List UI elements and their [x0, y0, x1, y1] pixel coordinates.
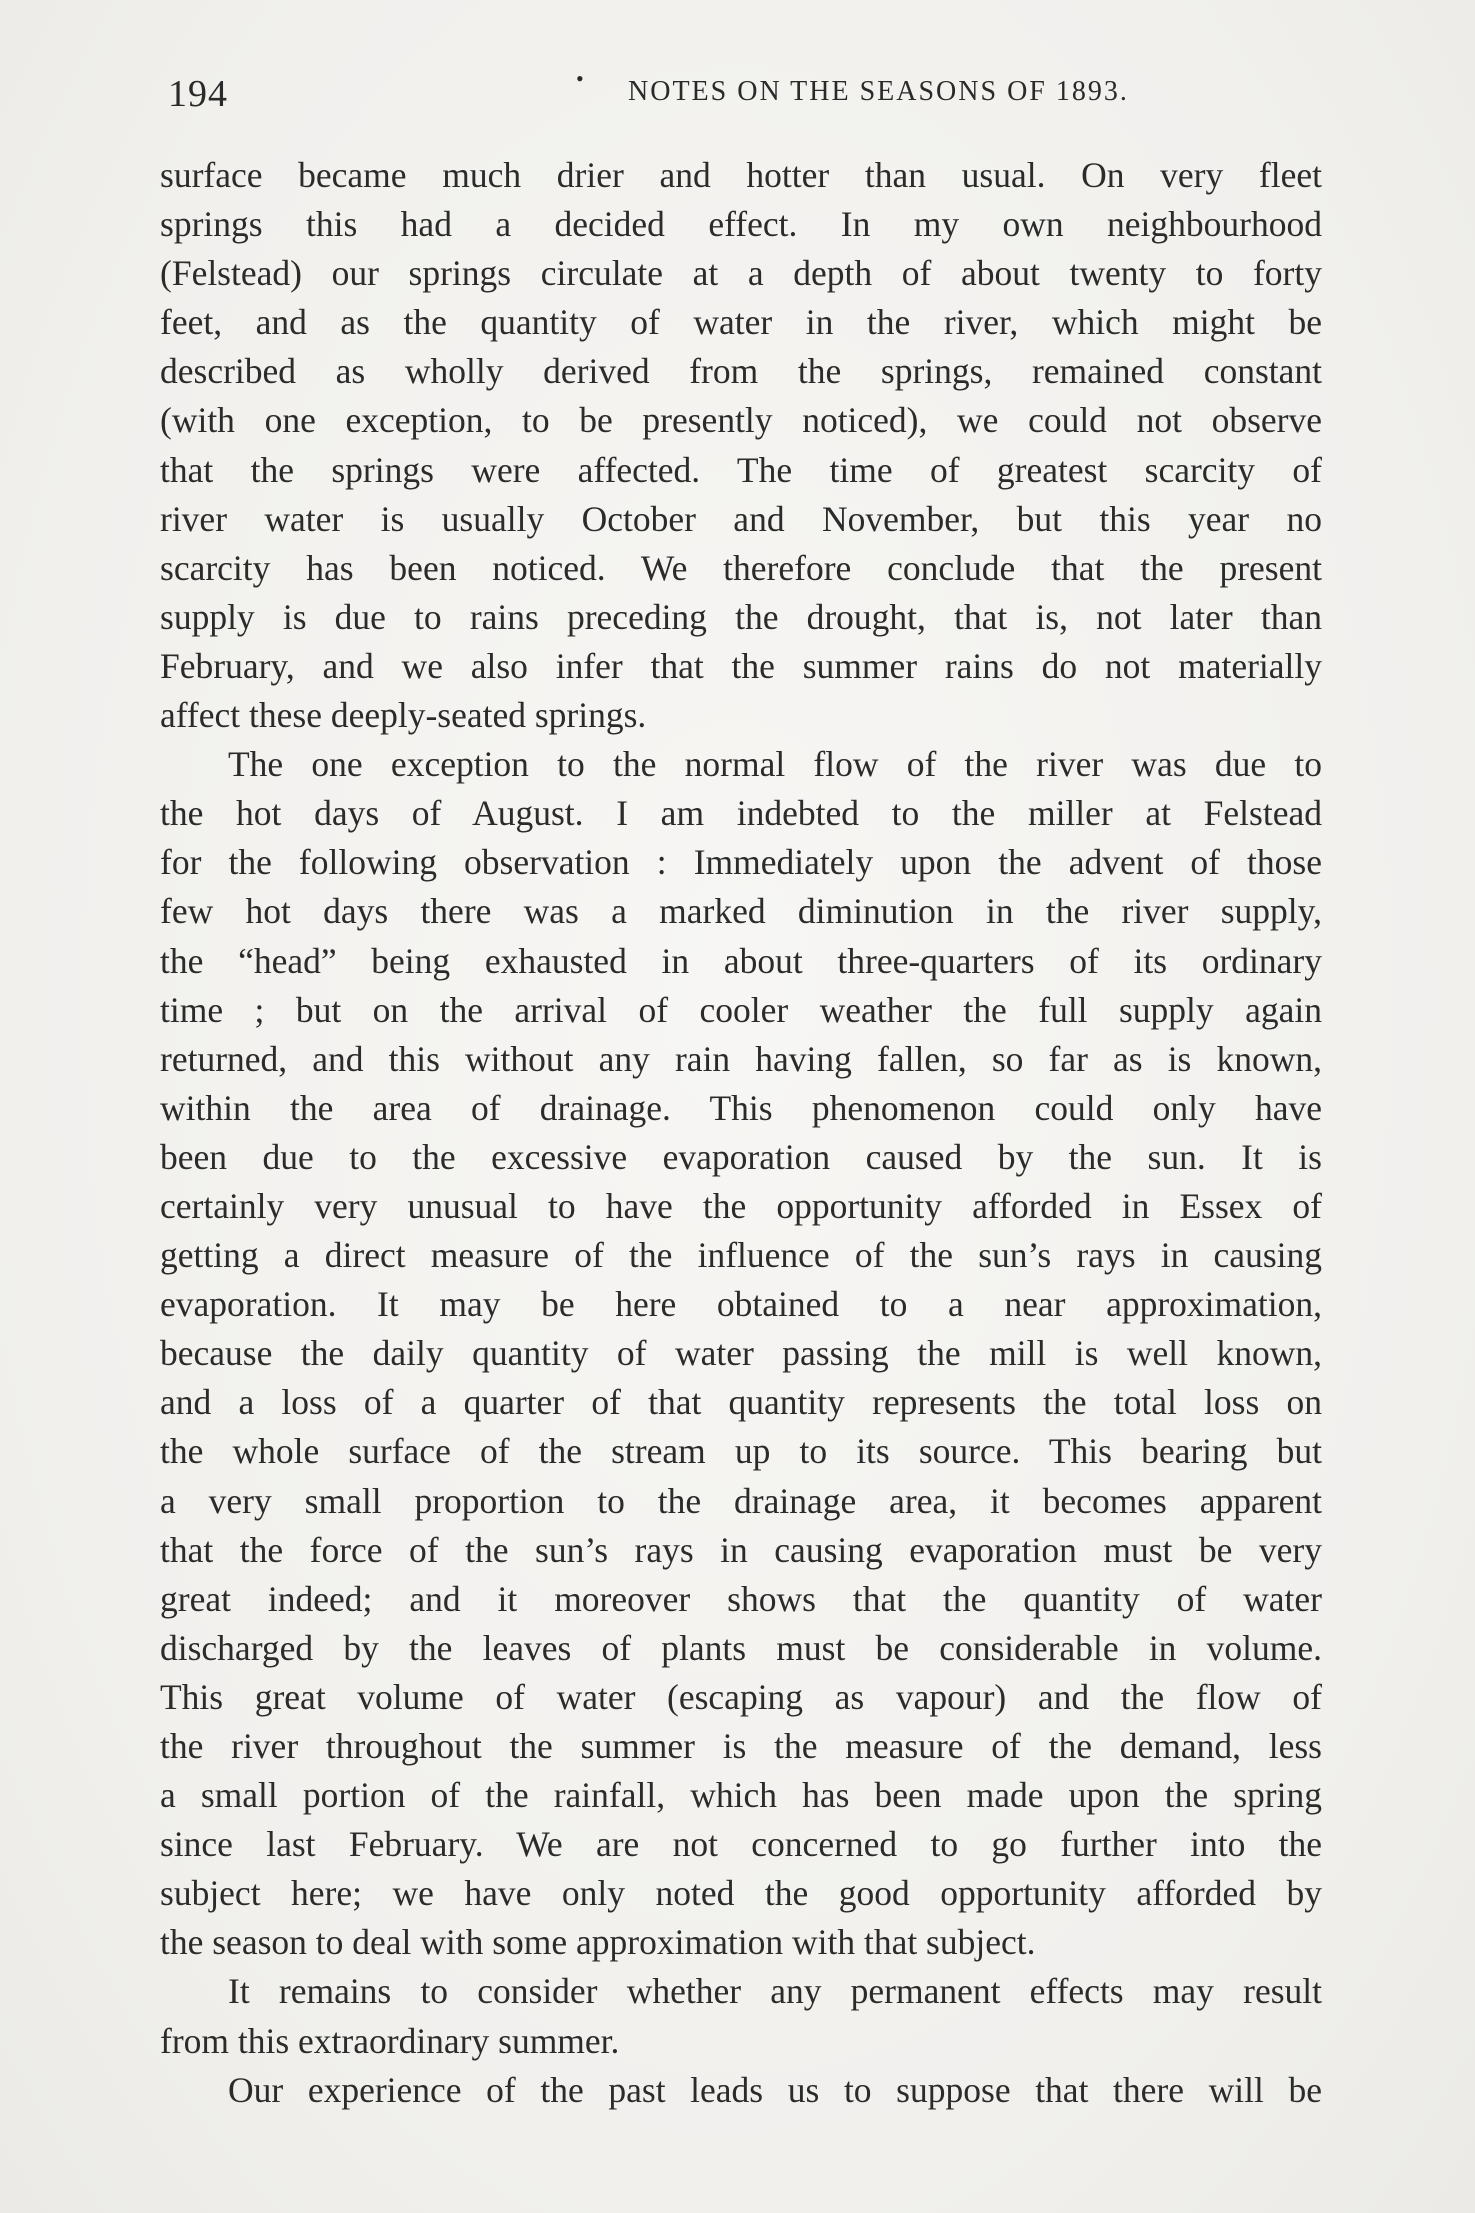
text-line: river water is usually October and November, but this year no: [160, 498, 1322, 539]
text-line: few hot days there was a marked diminution in the river supply,: [160, 891, 1322, 932]
text-line: supply is due to rains preceding the drought, that is, not later than: [160, 596, 1322, 637]
text-line: the whole surface of the stream up to its source. This bearing but: [160, 1431, 1322, 1472]
page-number: 194: [168, 73, 228, 115]
text-line: certainly very unusual to have the opportunity afforded in Essex of: [160, 1185, 1322, 1226]
running-title: NOTES ON THE SEASONS OF 1893.: [628, 76, 1129, 107]
paragraph-start-line: Our experience of the past leads us to suppose that there will be: [228, 2069, 1322, 2110]
text-line: great indeed; and it moreover shows that the quantity of water: [160, 1578, 1322, 1619]
body-text: [160, 151, 1322, 2115]
text-line: discharged by the leaves of plants must be considerable in volume.: [160, 1627, 1322, 1668]
text-line: feet, and as the quantity of water in the river, which might be: [160, 302, 1322, 343]
text-line: This great volume of water (escaping as vapour) and the flow of: [160, 1676, 1322, 1717]
text-line: described as wholly derived from the springs, remained constant: [160, 351, 1322, 392]
header-mark: •: [576, 66, 584, 91]
text-line: February, and we also infer that the summer rains do not materially: [160, 645, 1322, 686]
text-line: getting a direct measure of the influence of the sun’s rays in causing: [160, 1235, 1322, 1276]
text-line: springs this had a decided effect. In my own neighbourhood: [160, 204, 1322, 245]
text-line: the hot days of August. I am indebted to the miller at Felstead: [160, 793, 1322, 834]
text-line: subject here; we have only noted the good opportunity afforded by: [160, 1873, 1322, 1914]
text-line: a very small proportion to the drainage area, it becomes apparent: [160, 1480, 1322, 1521]
paragraph-start-line: The one exception to the normal flow of the river was due to: [228, 744, 1322, 785]
text-line: (Felstead) our springs circulate at a depth of about twenty to forty: [160, 253, 1322, 294]
paragraph-start-line: It remains to consider whether any permanent effects may result: [228, 1971, 1322, 2012]
text-line: within the area of drainage. This phenomenon could only have: [160, 1087, 1322, 1128]
text-line: for the following observation : Immediately upon the advent of those: [160, 842, 1322, 883]
text-line: time ; but on the arrival of cooler weather the full supply again: [160, 989, 1322, 1030]
paragraph-end-line: from this extraordinary summer.: [160, 2020, 620, 2061]
text-line: scarcity has been noticed. We therefore conclude that the present: [160, 547, 1322, 588]
text-line: the “head” being exhausted in about three-quarters of its ordinary: [160, 940, 1322, 981]
text-line: a small portion of the rainfall, which has been made upon the spring: [160, 1775, 1322, 1816]
paragraph-end-line: the season to deal with some approximation with that subject.: [160, 1922, 1036, 1963]
text-line: been due to the excessive evaporation caused by the sun. It is: [160, 1136, 1322, 1177]
text-line: that the springs were affected. The time of greatest scarcity of: [160, 449, 1322, 490]
text-line: that the force of the sun’s rays in causing evaporation must be very: [160, 1529, 1322, 1570]
paragraph-end-line: affect these deeply-seated springs.: [160, 695, 647, 736]
text-line: returned, and this without any rain having fallen, so far as is known,: [160, 1038, 1322, 1079]
text-line: the river throughout the summer is the measure of the demand, less: [160, 1726, 1322, 1766]
text-line: (with one exception, to be presently noticed), we could not observe: [160, 400, 1322, 441]
running-head: [168, 66, 1324, 122]
text-line: because the daily quantity of water passing the mill is well known,: [160, 1333, 1322, 1374]
text-line: since last February. We are not concerned to go further into the: [160, 1824, 1322, 1865]
text-line: and a loss of a quarter of that quantity represents the total loss on: [160, 1382, 1322, 1423]
text-line: surface became much drier and hotter than usual. On very fleet: [160, 155, 1322, 195]
text-line: evaporation. It may be here obtained to a near approximation,: [160, 1284, 1322, 1325]
